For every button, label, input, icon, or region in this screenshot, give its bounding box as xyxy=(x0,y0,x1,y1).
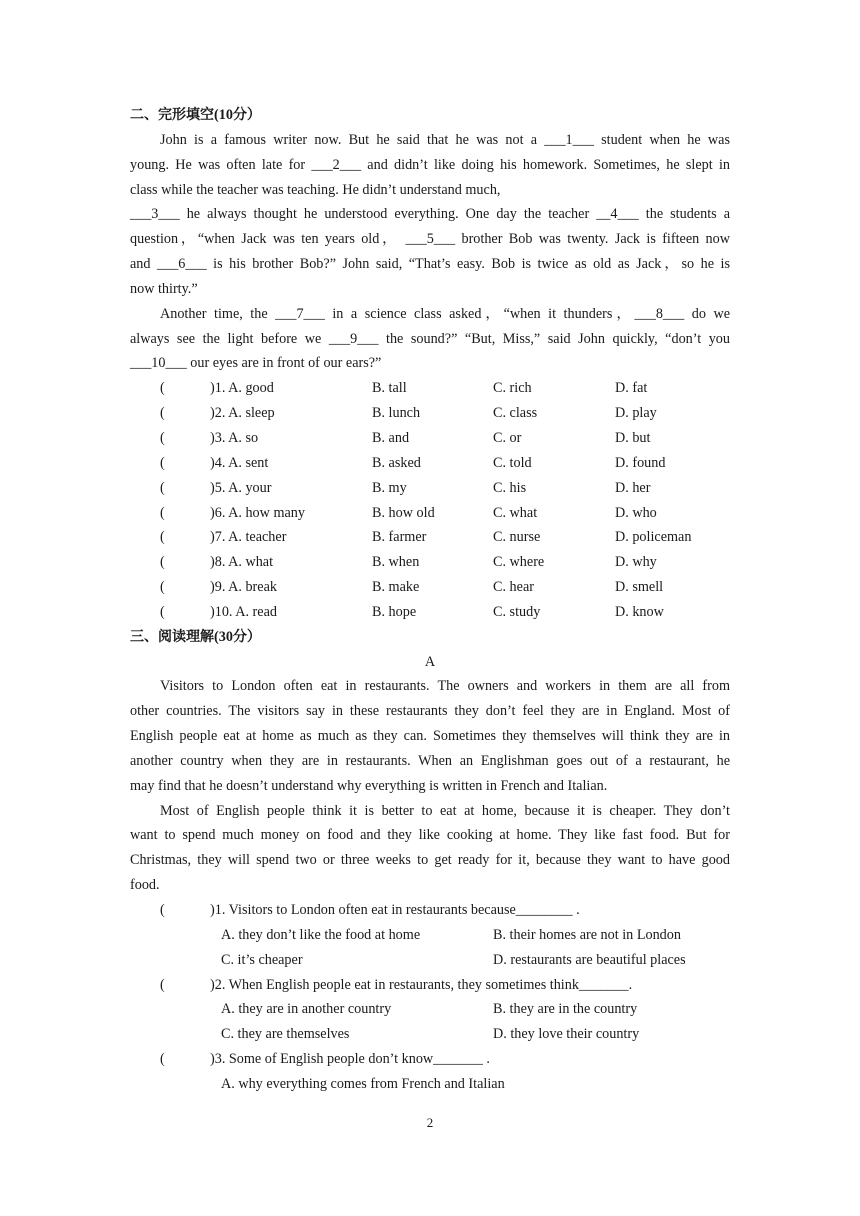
reading-heading-cn: 三、阅读理解 xyxy=(130,628,214,645)
option-d: D. restaurants are beautiful places xyxy=(493,951,686,968)
answer-paren[interactable]: ( xyxy=(160,902,165,918)
option-c: C. his xyxy=(493,479,527,496)
option-d: D. but xyxy=(615,429,651,446)
cloze-line: ___3___ he always thought he understood everything. One day the teacher __4___ the students a xyxy=(130,206,730,223)
cloze-heading-score: (10 xyxy=(214,107,233,123)
cloze-heading-tail: 分） xyxy=(232,107,261,123)
option-b: B. farmer xyxy=(372,529,427,546)
option-a: A. they are in another country xyxy=(221,1001,392,1018)
option-b: B. make xyxy=(372,579,420,596)
option-b: B. they are in the country xyxy=(493,1001,638,1018)
answer-paren[interactable]: ( xyxy=(160,1051,165,1068)
option-d: D. who xyxy=(615,504,657,521)
page-content xyxy=(130,103,730,1097)
option-d: D. policeman xyxy=(615,529,692,546)
cloze-line: young. He was often late for ___2___ and didn’t like doing his homework. Sometimes, he slept in xyxy=(130,156,730,173)
option-a: A. they don’t like the food at home xyxy=(221,926,421,943)
question-option-a: )7. A. teacher xyxy=(210,529,287,546)
question-option-a: )6. A. how many xyxy=(210,504,305,521)
cloze-question-10 xyxy=(130,600,730,625)
passage-line: may find that he doesn’t understand why everything is written in French and Italian. xyxy=(130,777,608,794)
cloze-line: John is a famous writer now. But he said that he was not a ___1___ student when he was xyxy=(160,131,730,148)
cloze-question-7 xyxy=(130,525,730,550)
passage-line: English people eat at home as much as they can. Sometimes they themselves will think they are in xyxy=(130,728,730,745)
option-c: C. hear xyxy=(493,579,534,596)
answer-paren[interactable]: ( xyxy=(160,976,165,993)
option-c: C. or xyxy=(493,429,522,446)
option-c: C. what xyxy=(493,504,538,521)
option-c: C. rich xyxy=(493,380,532,397)
question-stem: )1. Visitors to London often eat in restaurants because________ . xyxy=(210,902,580,918)
page-number: 2 xyxy=(426,1115,434,1130)
answer-paren[interactable]: ( xyxy=(160,554,165,571)
answer-paren[interactable]: ( xyxy=(160,479,165,496)
passage-line: Christmas, they will spend two or three weeks to get ready for it, because they want to have good xyxy=(130,852,730,869)
reading-options-row xyxy=(130,1072,730,1097)
answer-paren[interactable]: ( xyxy=(160,405,165,422)
cloze-line: now thirty.” xyxy=(130,280,198,297)
question-option-a: )1. A. good xyxy=(210,380,274,397)
cloze-line: ___10___ our eyes are in front of our ears?” xyxy=(130,355,382,372)
passage-line: Visitors to London often eat in restaurants. The owners and workers in them are all from xyxy=(160,678,730,695)
reading-heading xyxy=(130,625,730,650)
option-c: C. it’s cheaper xyxy=(221,951,303,968)
option-b: B. and xyxy=(372,429,410,446)
passage-line: want to spend much money on food and they like cooking at home. They like fast food. But for xyxy=(130,827,730,844)
option-c: C. study xyxy=(493,603,541,620)
question-option-a: )10. A. read xyxy=(210,603,277,620)
passage-line: other countries. The visitors say in these restaurants they don’t feel they are in England. Most of xyxy=(130,703,730,720)
reading-heading-tail: 分） xyxy=(232,628,261,645)
option-b: B. my xyxy=(372,479,407,496)
option-d: D. why xyxy=(615,554,657,571)
answer-paren[interactable]: ( xyxy=(160,579,165,596)
cloze-question-2 xyxy=(130,401,730,426)
option-d: D. play xyxy=(615,405,657,422)
question-option-a: )5. A. your xyxy=(210,479,272,496)
question-option-a: )2. A. sleep xyxy=(210,405,275,422)
question-option-a: )9. A. break xyxy=(210,579,277,596)
option-c: C. they are themselves xyxy=(221,1026,350,1043)
option-c: C. class xyxy=(493,405,538,422)
question-stem: )2. When English people eat in restaurants, they sometimes think_______. xyxy=(210,976,633,993)
option-d: D. they love their country xyxy=(493,1026,640,1043)
option-b: B. asked xyxy=(372,454,421,471)
cloze-line: class while the teacher was teaching. He didn’t understand much, xyxy=(130,181,501,198)
option-b: B. lunch xyxy=(372,405,421,422)
cloze-heading-cn: 二、完形填空 xyxy=(130,107,214,123)
cloze-question-9 xyxy=(130,575,730,600)
passage-line: another country when they are in restaurants. When an Englishman goes out of a restaurant, he xyxy=(130,752,730,769)
answer-paren[interactable]: ( xyxy=(160,454,165,471)
option-d: D. fat xyxy=(615,380,648,397)
reading-options-row xyxy=(130,997,730,1022)
option-c: C. where xyxy=(493,554,545,571)
cloze-line: Another time, the ___7___ in a science class asked，“when it thunders，___8___ do we xyxy=(160,305,730,322)
cloze-line: and ___6___ is his brother Bob?” John said, “That’s easy. Bob is twice as old as Jack，so he is xyxy=(130,256,730,273)
answer-paren[interactable]: ( xyxy=(160,529,165,546)
reading-options-row xyxy=(130,923,730,948)
option-b: B. their homes are not in London xyxy=(493,926,681,943)
option-d: D. her xyxy=(615,479,651,496)
reading-question-2 xyxy=(130,973,730,998)
cloze-question-6 xyxy=(130,501,730,526)
option-c: C. told xyxy=(493,454,532,471)
option-d: D. know xyxy=(615,603,664,620)
answer-paren[interactable]: ( xyxy=(160,429,165,446)
question-option-a: )3. A. so xyxy=(210,429,259,446)
question-stem: )3. Some of English people don’t know_______ . xyxy=(210,1051,490,1068)
option-b: B. how old xyxy=(372,504,435,521)
cloze-question-4 xyxy=(130,451,730,476)
passage-label: A xyxy=(424,653,436,670)
answer-paren[interactable]: ( xyxy=(160,504,165,521)
option-b: B. hope xyxy=(372,603,417,620)
cloze-line: always see the light before we ___9___ the sound?” “But, Miss,” said John quickly, “don’t you xyxy=(130,330,730,347)
cloze-question-1 xyxy=(130,376,730,401)
cloze-heading xyxy=(130,103,730,128)
reading-options-row xyxy=(130,1022,730,1047)
option-b: B. tall xyxy=(372,380,407,397)
cloze-question-5 xyxy=(130,476,730,501)
answer-paren[interactable]: ( xyxy=(160,380,165,397)
question-option-a: )8. A. what xyxy=(210,554,274,571)
reading-options-row xyxy=(130,948,730,973)
option-c: C. nurse xyxy=(493,529,541,546)
cloze-question-8 xyxy=(130,550,730,575)
option-a: A. why everything comes from French and Italian xyxy=(221,1075,505,1092)
option-b: B. when xyxy=(372,554,420,571)
question-option-a: )4. A. sent xyxy=(210,454,269,471)
cloze-line: question，“when Jack was ten years old， ___5___ brother Bob was twenty. Jack is fifteen now xyxy=(130,231,730,248)
passage-line: food. xyxy=(130,877,160,894)
cloze-question-3 xyxy=(130,426,730,451)
answer-paren[interactable]: ( xyxy=(160,603,165,620)
reading-question-3 xyxy=(130,1047,730,1072)
option-d: D. smell xyxy=(615,579,664,596)
passage-line: Most of English people think it is better to eat at home, because it is cheaper. They don’t xyxy=(160,802,730,819)
reading-heading-score: (30 xyxy=(214,628,233,645)
option-d: D. found xyxy=(615,454,666,471)
reading-question-1 xyxy=(130,898,730,923)
